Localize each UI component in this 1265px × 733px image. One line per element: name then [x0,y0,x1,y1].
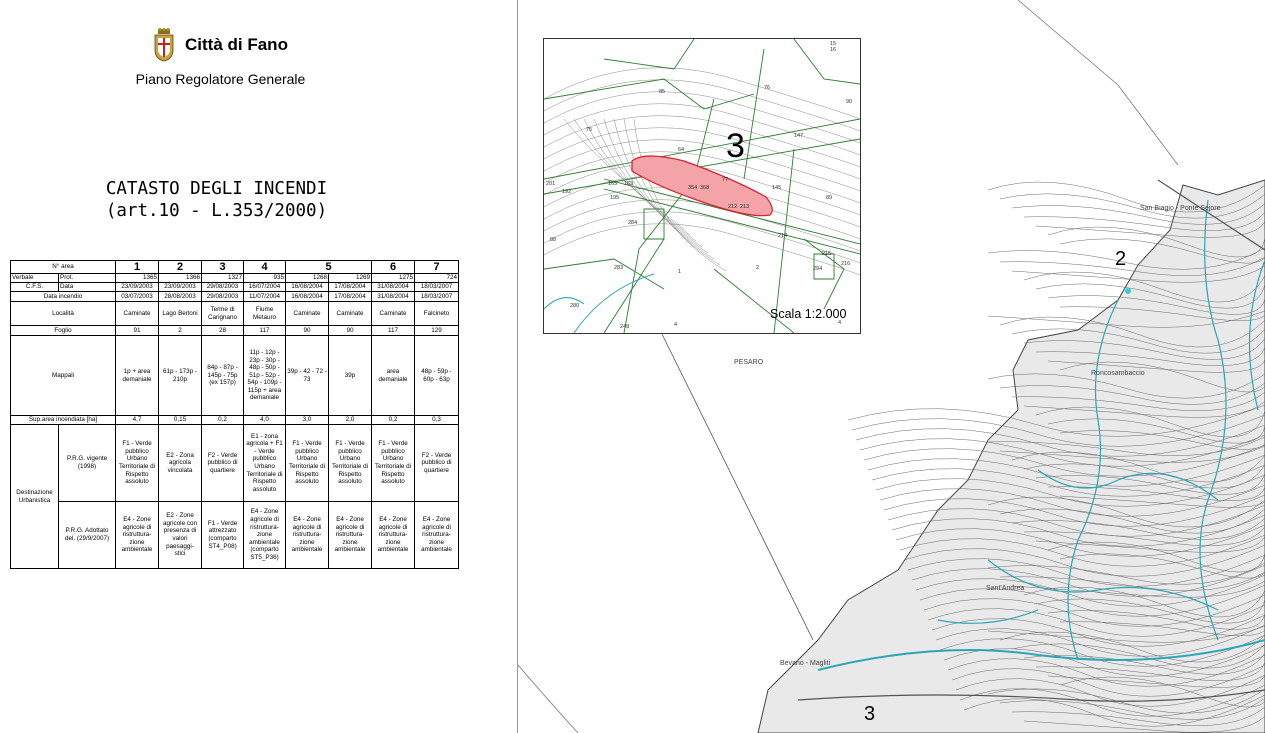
locality-cell: Falcineto [415,302,459,326]
table-row [11,336,459,416]
table-row [11,283,459,292]
parcel-label: 4 [838,320,842,326]
parcel-label: 192 [562,189,572,195]
parcels-cell: 39p [329,336,372,416]
parcel-label: 201 [546,181,556,187]
prg-adopted-label: P.R.G. Adottato del. (29/9/2007) [59,502,116,569]
coat-of-arms-icon [153,28,175,62]
prg-current-cell: F1 - Verde pubblico Urbano Territoriale di Rispetto assoluto [372,425,415,502]
fire-date-cell: 28/08/2003 [159,292,202,302]
prg-adopted-cell: E4 - Zone agricole di ristruttura- zione ambientale [372,502,415,569]
sheet-cell: 117 [372,326,415,336]
parcel-label: 15 [830,41,837,47]
sheet-label: Foglio [11,326,116,336]
city-name: Città di Fano [185,35,288,54]
fire-date-cell: 03/07/2003 [116,292,159,302]
date-cell: 17/08/2004 [329,283,372,292]
prg-current-cell: F1 - Verde pubblico Urbano Territoriale di Rispetto assoluto [116,425,159,502]
prot-cell: 724 [415,274,459,283]
table-row [11,502,459,569]
prot-cell: 1268 [286,274,329,283]
locality-cell: Caminate [372,302,415,326]
area-number: 1 [116,261,159,274]
fire-register-table [10,260,459,569]
date-cell: 23/09/2003 [159,283,202,292]
prot-label: Prot. [59,274,116,283]
prot-cell: 1366 [159,274,202,283]
header [0,28,441,87]
parcel-label: 76 [764,85,771,91]
date-cell: 16/07/2004 [244,283,286,292]
parcel-label: 89 [826,195,833,201]
parcel-label: 77 [722,177,729,183]
parcel-label: 248 [620,324,630,330]
prot-cell: 1269 [329,274,372,283]
area-2-marker-icon [1125,288,1131,294]
prg-current-cell: E1 - zona agricola + F1 - Verde pubblico Urbano Territoriale di Rispetto assoluto [244,425,286,502]
burned-area-cell: 0,2 [202,416,244,425]
table-row [11,326,459,336]
area-number: 2 [159,261,202,274]
burned-area-cell: 4,0 [244,416,286,425]
fire-date-cell: 18/03/2007 [415,292,459,302]
burned-area-cell: 3,0 [286,416,329,425]
fire-date-label: Data incendio [11,292,116,302]
brand [153,28,288,62]
table-row [11,261,459,274]
locality-cell: Caminate [329,302,372,326]
parcel-label: 16 [830,47,837,53]
burned-area-cell: 2,0 [329,416,372,425]
zoning-label: Destinazione Urbanistica [11,425,59,569]
sheet-cell: 91 [116,326,159,336]
area-number: 6 [372,261,415,274]
parcels-cell: 48p - 59p - 60p - 63p [415,336,459,416]
burned-area-cell: 0,3 [415,416,459,425]
place-label-pesaro: PESARO [734,359,764,366]
inset-map [543,38,861,334]
parcel-label: 214 [778,233,788,239]
table-row [11,416,459,425]
prot-cell: 1365 [116,274,159,283]
prg-adopted-cell: E4 - Zone agricole di ristruttura- zione ambientale (comparto ST5_P36) [244,502,286,569]
locality-cell: Fiume Metauro [244,302,286,326]
locality-cell: Caminate [286,302,329,326]
document-panel [0,0,517,733]
parcels-cell: 39p - 42 - 72 - 73 [286,336,329,416]
prg-current-cell: F1 - Verde pubblico Urbano Territoriale di Rispetto assoluto [286,425,329,502]
parcel-label: 280 [570,303,580,309]
parcel-label: 284 [628,220,638,226]
sheet-cell: 90 [329,326,372,336]
parcels-cell: 11p - 12p - 23p - 30p - 48p - 50p - 51p - 52p - 54p - 109p - 115p + area demaniale [244,336,286,416]
parcel-label: 88 [550,237,557,243]
locality-cell: Terme di Carignano [202,302,244,326]
prot-cell: 935 [244,274,286,283]
parcel-label: 85 [659,89,666,95]
table-row [11,274,459,283]
plan-name: Piano Regolatore Generale [135,71,306,87]
fire-date-cell: 16/08/2004 [286,292,329,302]
area-marker-3: 3 [864,703,876,725]
parcels-cell: area demaniale [372,336,415,416]
sheet-cell: 28 [202,326,244,336]
prg-adopted-cell: E2 - Zone agricole con presenza di valori paesaggi- stici [159,502,202,569]
sheet-cell: 117 [244,326,286,336]
area-marker-2: 2 [1115,248,1127,270]
inset-scale: Scala 1:2.000 [770,307,847,321]
document-title-line-2: (art.10 - L.353/2000) [105,201,328,221]
prg-adopted-cell: E4 - Zone agricole di ristruttura- zione ambientale [415,502,459,569]
burned-area-cell: 0,15 [159,416,202,425]
table-row [11,292,459,302]
fire-date-cell: 31/08/2004 [372,292,415,302]
fire-date-cell: 17/08/2004 [329,292,372,302]
parcels-cell: 84p - 87p - 145p - 75p (ex 157p) [202,336,244,416]
prg-adopted-cell: E4 - Zone agricole di ristruttura- zione ambientale [286,502,329,569]
sheet-cell: 2 [159,326,202,336]
parcel-label: 2 [756,265,760,271]
parcels-cell: 61p - 173p - 210p [159,336,202,416]
parcel-label: 90 [846,99,853,105]
verbale-label: Verbale [11,274,59,283]
area-number: 3 [202,261,244,274]
parcel-label: 368 [700,185,710,191]
prg-current-label: P.R.G. vigente (1998) [59,425,116,502]
parcel-label: 147 [794,133,804,139]
parcel-label: 165 [608,181,618,187]
locality-cell: Caminate [116,302,159,326]
area-number-header: N° area [11,261,116,274]
burned-area-cell: 0,2 [372,416,415,425]
date-cell: 23/09/2003 [116,283,159,292]
parcel-label: 354 [688,185,698,191]
parcels-cell: 1p + area demaniale [116,336,159,416]
burned-area-cell: 4,7 [116,416,159,425]
sheet-cell: 129 [415,326,459,336]
place-label-san-biagio: San Biagio - Ponte Sejore [1140,205,1221,212]
parcel-label: 4 [674,322,678,328]
prg-current-cell: F2 - Verde pubblico di quartiere [415,425,459,502]
area-number: 5 [286,261,372,274]
place-label-sant-andrea: Sant'Andrea [986,585,1025,592]
table-row [11,425,459,502]
prg-adopted-cell: E4 - Zone agricole di ristruttura- zione ambientale [116,502,159,569]
area-number: 4 [244,261,286,274]
sheet-cell: 90 [286,326,329,336]
parcel-label: 216 [841,261,851,267]
prg-current-cell: E2 - Zona agricola vincolata [159,425,202,502]
prot-cell: 1327 [202,274,244,283]
date-cell: 18/03/2007 [415,283,459,292]
cfs-label: C.F.S. [11,283,59,292]
fire-date-cell: 29/08/2003 [202,292,244,302]
parcel-label: 283 [614,265,624,271]
locality-label: Località [11,302,116,326]
document-title-line-1: CATASTO DEGLI INCENDI [105,179,328,199]
map-panel [518,0,1265,733]
date-cell: 31/08/2004 [372,283,415,292]
parcel-label: 294 [813,266,823,272]
prg-current-cell: F1 - Verde pubblico Urbano Territoriale di Rispetto assoluto [329,425,372,502]
parcel-label: 1 [678,269,682,275]
date-label: Data [59,283,116,292]
fire-date-cell: 11/07/2004 [244,292,286,302]
date-cell: 29/08/2003 [202,283,244,292]
parcel-label: 163 [624,181,634,187]
parcel-label: 145 [772,185,782,191]
burned-area-label: Sup.area incendiata [ha] [11,416,116,425]
prg-current-cell: F2 - Verde pubblico di quartiere [202,425,244,502]
locality-cell: Lago Berloni [159,302,202,326]
inset-area-number: 3 [726,127,745,165]
parcel-label: 75 [586,127,593,133]
prot-cell: 1275 [372,274,415,283]
parcel-label: 64 [678,147,685,153]
parcel-label: 213 [740,204,750,210]
parcels-label: Mappali [11,336,116,416]
place-label-bevano: Bevano - Magliti [780,660,831,667]
parcel-label: 195 [610,195,620,201]
prg-adopted-cell: E4 - Zone agricole di ristruttura- zione ambientale [329,502,372,569]
place-label-roncosambaccio: Roncosambaccio [1091,370,1145,377]
parcel-label: 215 [822,251,832,257]
table-row [11,302,459,326]
document-title [0,178,433,222]
prg-adopted-cell: F1 - Verde attrezzato (comparto ST4_P08) [202,502,244,569]
parcel-label: 212 [728,204,738,210]
date-cell: 16/08/2004 [286,283,329,292]
area-number: 7 [415,261,459,274]
